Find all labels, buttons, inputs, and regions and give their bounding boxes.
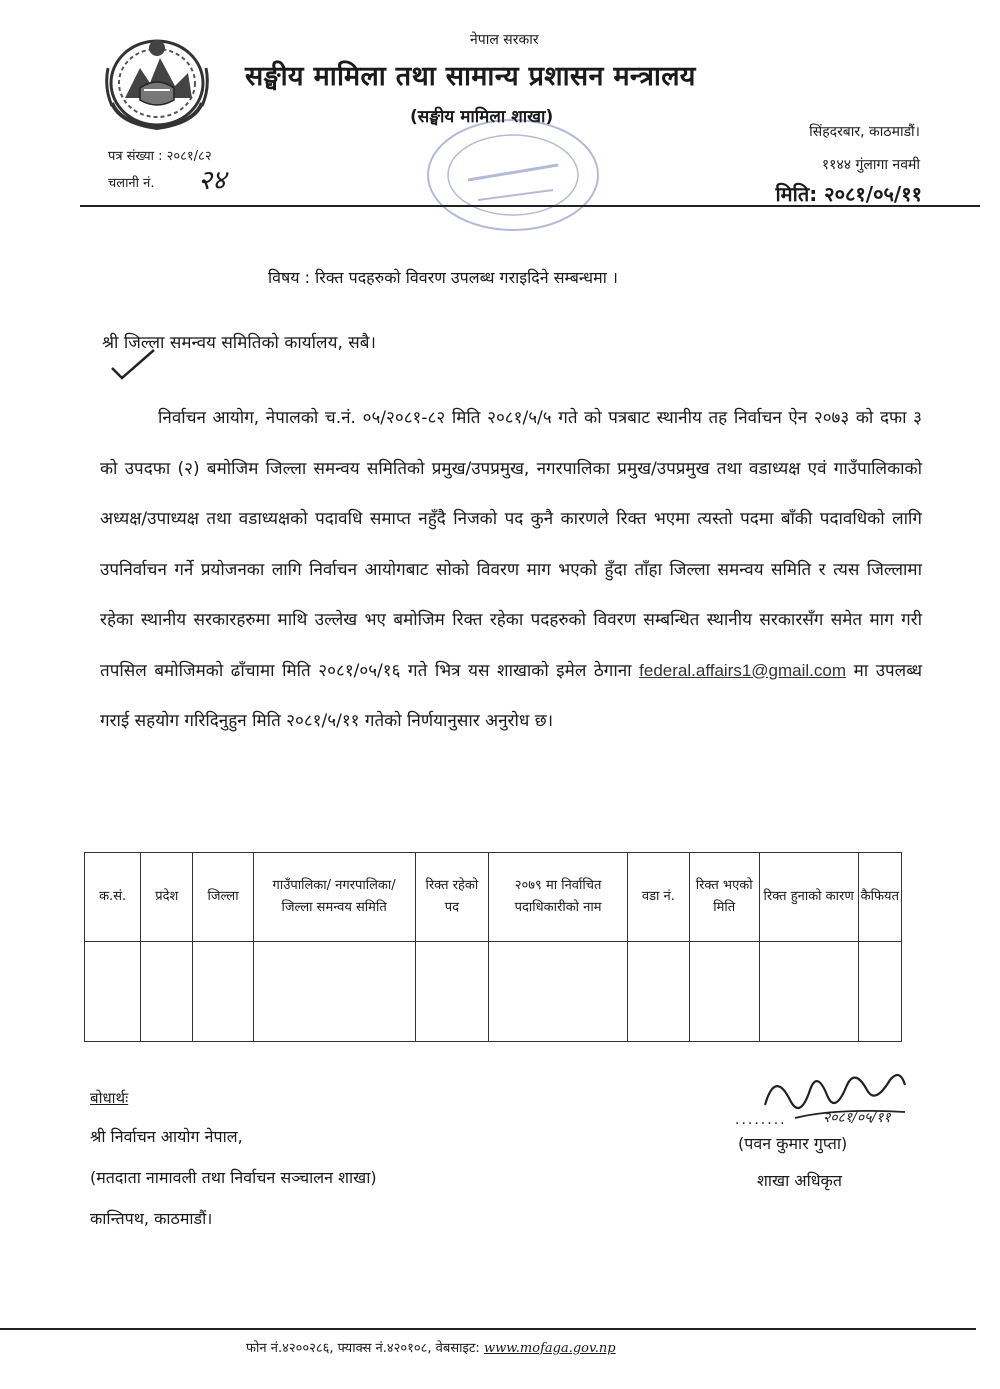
col-header-serial: क.सं.	[85, 853, 141, 942]
signature-dots: ........	[735, 1112, 787, 1128]
addressee: श्री जिल्ला समन्वय समितिको कार्यालय, सबै।	[102, 333, 376, 353]
col-header-elected-name: २०७९ मा निर्वाचित पदाधिकारीको नाम	[489, 853, 628, 942]
table-cell	[141, 942, 193, 1042]
footer-divider	[0, 1328, 976, 1330]
letter-date: मिति: २०८१/०५/११	[775, 182, 922, 206]
nepal-emblem-icon	[100, 28, 215, 133]
dispatch-number: २४	[198, 165, 227, 196]
location: सिंहदरबार, काठमाडौं।	[809, 124, 920, 140]
table-cell	[858, 942, 901, 1042]
letter-number: पत्र संख्या : २०८१/८२	[108, 149, 212, 164]
website-link[interactable]: www.mofaga.gov.np	[483, 1341, 616, 1356]
table-cell	[415, 942, 489, 1042]
table-cell	[193, 942, 253, 1042]
table-header-row	[85, 853, 902, 942]
body-text-before-email: निर्वाचन आयोग, नेपालको च.नं. ०५/२०८१-८२ मिति २०८१/५/५ गते को पत्रबाट स्थानीय तह निर्वाचन ऐन २०७३ को दफा ३ को उपदफा (२) बमोजिम जिल्ला समन्वय समितिको प्रमुख/उपप्रमुख, नगरपालिका प्रमुख/उपप्रमुख तथा वडाध्यक्ष एवं गाउँपालिकाको अध्यक्ष/उपाध्यक्ष तथा वडाध्यक्षको पदावधि समाप्त नहुँदै निजको पद कुनै कारणले रिक्त भएमा त्यस्तो पदमा बाँकी पदावधिको लागि उपनिर्वाचन गर्ने प्रयोजनका लागि निर्वाचन आयोगबाट सोको विवरण माग भएको हुँदा ताँहा जिल्ला समन्वय समिति र त्यस जिल्लामा रहेका स्थानीय सरकारहरुमा माथि उल्लेख भए बमोजिम रिक्त रहेका पदहरुको विवरण सम्बन्धित स्थानीय सरकारसँग समेत माग गरी तपसिल बमोजिमको ढाँचामा मिति २०८१/०५/१६ गते भित्र यस शाखाको इमेल ठेगाना	[100, 408, 922, 681]
cc-line: कान्तिपथ, काठमाडौं।	[90, 1209, 213, 1228]
signatory-name: (पवन कुमार गुप्ता)	[738, 1134, 848, 1153]
table-cell	[689, 942, 759, 1042]
branch-title: (सङ्घीय मामिला शाखा)	[410, 107, 554, 127]
nepal-sambat-date: ११४४ गुंलागा नवमी	[821, 157, 920, 173]
signature-date: २०८१/०५/११	[823, 1110, 891, 1126]
table-cell	[759, 942, 858, 1042]
col-header-local-body: गाउँपालिका/ नगरपालिका/ जिल्ला समन्वय समिति	[253, 853, 415, 942]
cc-line: श्री निर्वाचन आयोग नेपाल,	[90, 1127, 243, 1146]
table-cell	[489, 942, 628, 1042]
col-header-vacant-post: रिक्त रहेको पद	[415, 853, 489, 942]
col-header-vacancy-reason: रिक्त हुनाको कारण	[759, 853, 858, 942]
cc-line: (मतदाता नामावली तथा निर्वाचन सञ्चालन शाखा)	[90, 1168, 377, 1187]
body-paragraph	[100, 393, 922, 747]
col-header-district: जिल्ला	[193, 853, 253, 942]
body-text-after-email: मा उपलब्ध गराई सहयोग गरिदिनुहुन मिति २०८१/५/११ गतेको निर्णयानुसार अनुरोध छ।	[100, 660, 923, 731]
subject-line: विषय : रिक्त पदहरुको विवरण उपलब्ध गराइदिने सम्बन्धमा ।	[268, 268, 618, 287]
table-cell	[85, 942, 141, 1042]
email-link[interactable]: federal.affairs1@gmail.com	[639, 660, 847, 680]
cc-title: बोधार्थः	[90, 1089, 129, 1107]
col-header-ward-no: वडा नं.	[627, 853, 689, 942]
handwritten-signature-icon	[755, 1060, 915, 1140]
col-header-province: प्रदेश	[141, 853, 193, 942]
signatory-designation: शाखा अधिकृत	[757, 1171, 842, 1190]
checkmark-icon	[108, 348, 158, 382]
footer-contact-text: फोन नं.४२००२८६, फ्याक्स नं.४२०१०८, वेबसाइट:	[246, 1341, 480, 1356]
dispatch-label: चलानी नं.	[108, 176, 155, 191]
col-header-vacancy-date: रिक्त भएको मिति	[689, 853, 759, 942]
ministry-title: सङ्घीय मामिला तथा सामान्य प्रशासन मन्त्रालय	[245, 61, 696, 92]
government-label: नेपाल सरकार	[470, 32, 539, 48]
footer-contact	[246, 1338, 616, 1356]
table-cell	[627, 942, 689, 1042]
vacancy-form-table	[84, 852, 902, 1042]
table-cell	[253, 942, 415, 1042]
received-stamp-icon	[418, 110, 608, 240]
col-header-remarks: कैफियत	[858, 853, 901, 942]
header-divider	[80, 205, 980, 207]
table-row	[85, 942, 902, 1042]
